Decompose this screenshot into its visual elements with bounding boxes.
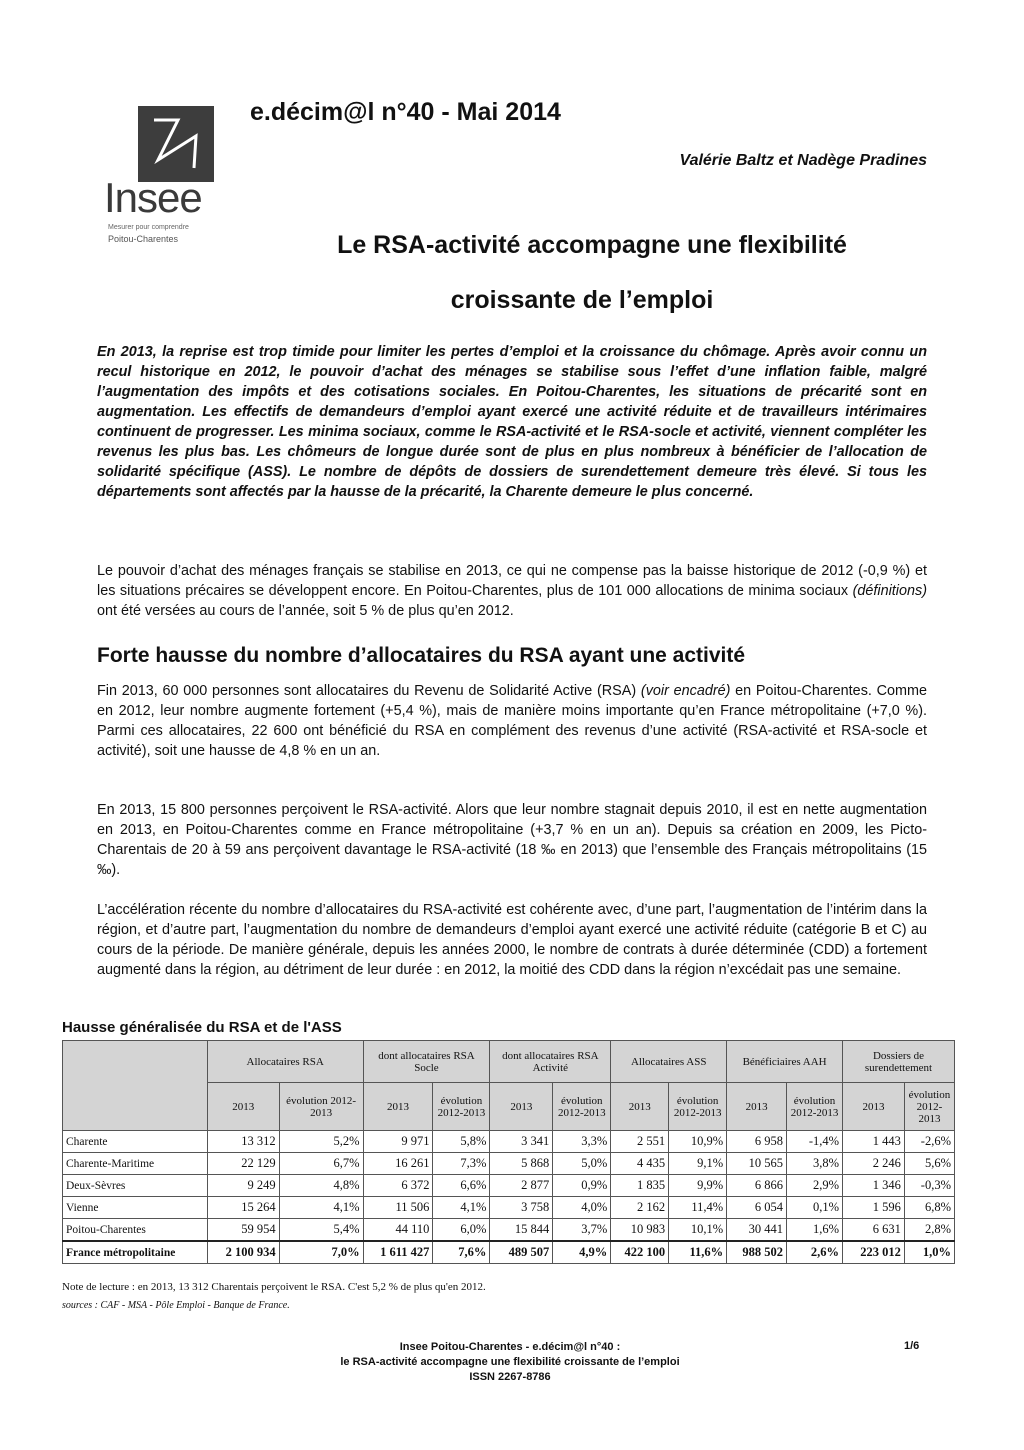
paragraph-1: Fin 2013, 60 000 personnes sont allocataires du Revenu de Solidarité Active (RSA) (voir encadré) en Poitou-Charentes. Comme en 2012, leur nombre augmente fortement (+5,4 %), mais de manière moins importante qu’en France métropolitaine (+7,0 %). Parmi ces allocataires, 22 600 ont bénéficié du RSA en complément des revenus d’une activité (RSA-activité et RSA-socle et activité), soit une hausse de 4,8 % en un an. [97,683,927,759]
evolution-cell: 10,9% [669,1131,727,1153]
footer-line2: le RSA-activité accompagne une flexibilité croissante de l’emploi [340,1356,680,1368]
value-cell: 2 551 [611,1131,669,1153]
evolution-cell: 1,6% [787,1219,843,1242]
value-cell: 6 958 [727,1131,787,1153]
evolution-cell: 9,1% [669,1153,727,1175]
value-cell: 2 877 [490,1175,553,1197]
sub-header-evolution: évolution 2012-2013 [787,1083,843,1131]
value-cell: 9 971 [363,1131,433,1153]
table-row [63,1175,955,1197]
sub-header-year: 2013 [490,1083,553,1131]
sub-header-year: 2013 [207,1083,279,1131]
evolution-cell: 3,7% [553,1219,611,1242]
group-header: Allocataires ASS [611,1041,727,1083]
row-label: France métropolitaine [63,1241,208,1264]
value-cell: 15 844 [490,1219,553,1242]
value-cell: 44 110 [363,1219,433,1242]
group-header: Dossiers de surendettement [843,1041,955,1083]
value-cell: 10 983 [611,1219,669,1242]
table-body [63,1131,955,1264]
evolution-cell: 0,1% [787,1197,843,1219]
table-row [63,1219,955,1242]
table-row [63,1241,955,1264]
evolution-cell: 4,8% [279,1175,363,1197]
stats-table [62,1040,955,1264]
value-cell: 22 129 [207,1153,279,1175]
value-cell: 6 631 [843,1219,905,1242]
definitions-link[interactable]: (définitions) [852,583,927,599]
sub-header-year: 2013 [611,1083,669,1131]
evolution-cell: 4,1% [279,1197,363,1219]
evolution-cell: 6,7% [279,1153,363,1175]
evolution-cell: 3,3% [553,1131,611,1153]
paragraph-3: L’accélération récente du nombre d’allocataires du RSA-activité est cohérente avec, d’une part, l’augmentation de l’intérim dans la région, et d’autre part, l’augmentation du nombre de demandeurs d’emploi ayant exercé une activité réduite (catégorie B et C) au cours de la période. De manière générale, depuis les années 2000, le nombre de contrats à durée déterminée (CDD) a fortement augmenté dans la région, au détriment de leur durée : en 2012, la moitié des CDD dans la région n’excédait pas une semaine. [97,902,927,978]
sources: sources : CAF - MSA - Pôle Emploi - Banque de France. [62,1300,290,1311]
value-cell: 1 346 [843,1175,905,1197]
group-header: dont allocataires RSA Socle [363,1041,490,1083]
table-title: Hausse généralisée du RSA et de l'ASS [62,1019,342,1036]
evolution-cell: 11,4% [669,1197,727,1219]
sub-header-year: 2013 [727,1083,787,1131]
table-row [63,1131,955,1153]
value-cell: 422 100 [611,1241,669,1264]
reading-note: Note de lecture : en 2013, 13 312 Charentais perçoivent le RSA. C'est 5,2 % de plus qu'en 2012. [62,1281,486,1293]
footer-line1: Insee Poitou-Charentes - e.décim@l n°40 : [399,1341,621,1353]
evolution-cell: 5,6% [904,1153,954,1175]
evolution-cell: 5,8% [433,1131,490,1153]
paragraph-2: En 2013, 15 800 personnes perçoivent le RSA-activité. Alors que leur nombre stagnait depuis 2010, il est en nette augmentation en 2013, en Poitou-Charentes comme en France métropolitaine (+3,7 % en un an). Depuis sa création en 2009, les Picto-Charentais de 20 à 59 ans perçoivent davantage le RSA-activité (18 ‰ en 2013) que l’ensemble des Français métropolitains (15 ‰). [97,802,927,878]
insee-logo [104,106,216,248]
sub-header-evolution: évolution 2012-2013 [904,1083,954,1131]
evolution-cell: -1,4% [787,1131,843,1153]
issue-title: e.décim@l n°40 - Mai 2014 [250,98,561,126]
evolution-cell: 11,6% [669,1241,727,1264]
page-title-line2: croissante de l’emploi [450,286,714,314]
evolution-cell: 1,0% [904,1241,954,1264]
value-cell: 2 100 934 [207,1241,279,1264]
row-label: Deux-Sèvres [63,1175,208,1197]
group-header: dont allocataires RSA Activité [490,1041,611,1083]
value-cell: 6 054 [727,1197,787,1219]
authors: Valérie Baltz et Nadège Pradines [679,152,927,169]
row-label: Poitou-Charentes [63,1219,208,1242]
logo-tagline: Mesurer pour comprendre [108,224,189,231]
evolution-cell: 6,8% [904,1197,954,1219]
value-cell: 223 012 [843,1241,905,1264]
value-cell: 5 868 [490,1153,553,1175]
row-label: Charente-Maritime [63,1153,208,1175]
evolution-cell: 2,9% [787,1175,843,1197]
evolution-cell: 4,1% [433,1197,490,1219]
evolution-cell: 6,6% [433,1175,490,1197]
value-cell: 10 565 [727,1153,787,1175]
value-cell: 1 596 [843,1197,905,1219]
value-cell: 988 502 [727,1241,787,1264]
sub-header-year: 2013 [843,1083,905,1131]
evolution-cell: 6,0% [433,1219,490,1242]
evolution-cell: 7,0% [279,1241,363,1264]
evolution-cell: 4,9% [553,1241,611,1264]
evolution-cell: 4,0% [553,1197,611,1219]
value-cell: 3 341 [490,1131,553,1153]
value-cell: 4 435 [611,1153,669,1175]
value-cell: 15 264 [207,1197,279,1219]
sub-header-year: 2013 [363,1083,433,1131]
evolution-cell: 5,4% [279,1219,363,1242]
value-cell: 6 866 [727,1175,787,1197]
evolution-cell: 2,6% [787,1241,843,1264]
sub-header-evolution: évolution 2012-2013 [433,1083,490,1131]
value-cell: 59 954 [207,1219,279,1242]
intro-paragraph: Le pouvoir d’achat des ménages français se stabilise en 2013, ce qui ne compense pas la baisse historique de 2012 (-0,9 %) et les situations précaires se développent encore. En Poitou-Charentes, plus de 101 000 allocations de minima sociaux (définitions) ont été versées au cours de l’année, soit 5 % de plus qu’en 2012. [97,563,927,619]
evolution-cell: 3,8% [787,1153,843,1175]
value-cell: 2 162 [611,1197,669,1219]
table-row [63,1153,955,1175]
evolution-cell: -2,6% [904,1131,954,1153]
value-cell: 9 249 [207,1175,279,1197]
value-cell: 489 507 [490,1241,553,1264]
evolution-cell: 7,6% [433,1241,490,1264]
value-cell: 16 261 [363,1153,433,1175]
evolution-cell: 5,0% [553,1153,611,1175]
value-cell: 30 441 [727,1219,787,1242]
value-cell: 1 611 427 [363,1241,433,1264]
table-row [63,1197,955,1219]
logo-region: Poitou-Charentes [108,234,179,244]
page-title-line1: Le RSA-activité accompagne une flexibilité [337,231,847,259]
summary-paragraph: En 2013, la reprise est trop timide pour limiter les pertes d’emploi et la croissance du chômage. Après avoir connu un recul historique en 2012, le pouvoir d’achat des ménages se stabilise sous l’effet d’une inflation faible, malgré l’augmentation des impôts et des cotisations sociales. En Poitou-Charentes, les situations de précarité sont en augmentation. Les effectifs de demandeurs d’emploi ayant exercé une activité réduite et de travailleurs intérimaires continuent de progresser. Les minima sociaux, comme le RSA-activité et le RSA-socle et activité, viennent compléter les revenus les plus bas. Les chômeurs de longue durée sont de plus en plus nombreux à bénéficier de l’allocation de solidarité spécifique (ASS). Le nombre de dépôts de dossiers de surendettement demeure très élevé. Si tous les départements sont affectés par la hausse de la précarité, la Charente demeure le plus concerné. [97,344,927,500]
logo-name: Insee [104,174,202,221]
row-label: Charente [63,1131,208,1153]
value-cell: 13 312 [207,1131,279,1153]
page-number: 1/6 [904,1340,920,1352]
value-cell: 1 443 [843,1131,905,1153]
group-header: Allocataires RSA [207,1041,363,1083]
section-heading: Forte hausse du nombre d’allocataires du RSA ayant une activité [97,644,746,667]
evolution-cell: 5,2% [279,1131,363,1153]
evolution-cell: -0,3% [904,1175,954,1197]
table-corner [63,1041,208,1131]
value-cell: 11 506 [363,1197,433,1219]
evolution-cell: 2,8% [904,1219,954,1242]
value-cell: 1 835 [611,1175,669,1197]
value-cell: 6 372 [363,1175,433,1197]
sub-header-evolution: évolution 2012-2013 [669,1083,727,1131]
sub-header-evolution: évolution 2012-2013 [279,1083,363,1131]
value-cell: 3 758 [490,1197,553,1219]
group-header: Bénéficiaires AAH [727,1041,843,1083]
evolution-cell: 9,9% [669,1175,727,1197]
evolution-cell: 10,1% [669,1219,727,1242]
page-footer [250,1340,770,1385]
sub-header-evolution: évolution 2012-2013 [553,1083,611,1131]
value-cell: 2 246 [843,1153,905,1175]
row-label: Vienne [63,1197,208,1219]
voir-encadre-link[interactable]: (voir encadré) [640,683,731,699]
insee-mark-icon [138,106,214,182]
footer-issn: ISSN 2267-8786 [469,1371,551,1383]
evolution-cell: 0,9% [553,1175,611,1197]
evolution-cell: 7,3% [433,1153,490,1175]
